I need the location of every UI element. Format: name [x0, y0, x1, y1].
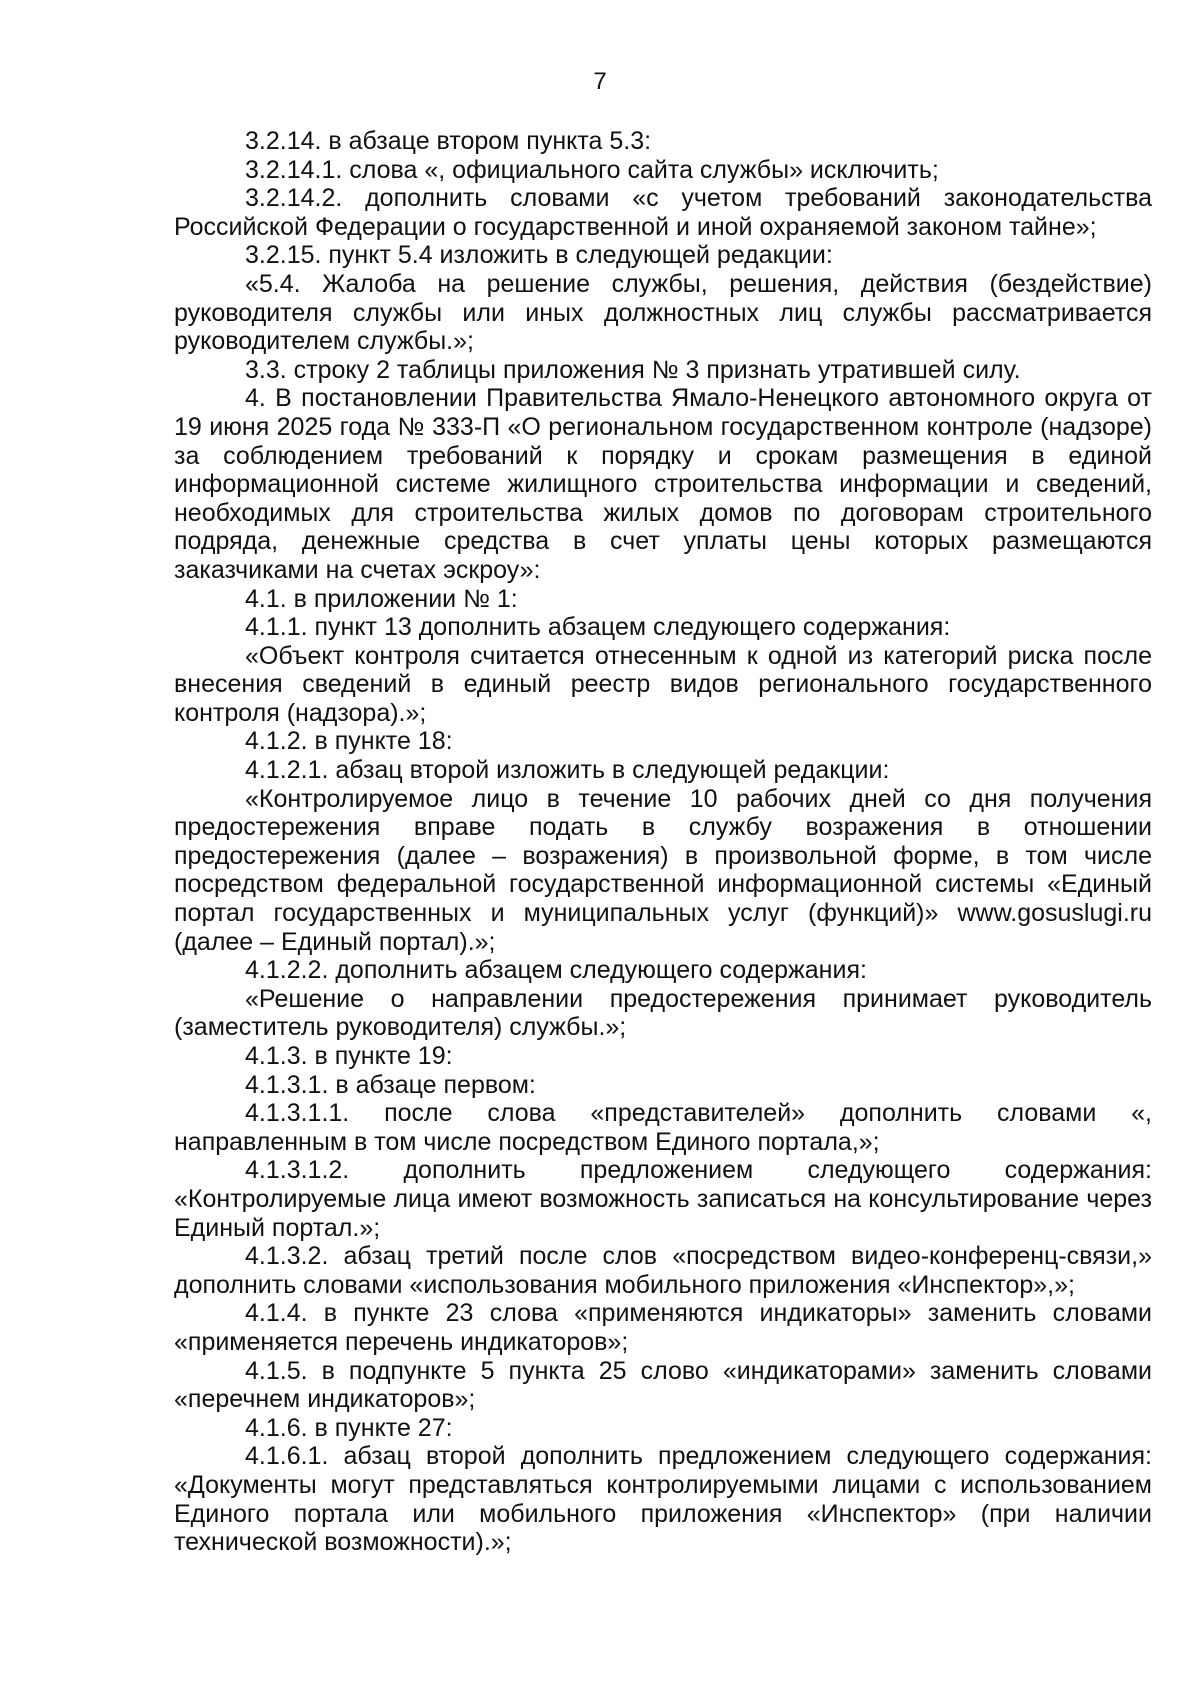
paragraph-4-1-5: 4.1.5. в подпункте 5 пункта 25 слово «индикаторами» заменить словами «перечнем индикаторов»; — [174, 1356, 1152, 1414]
paragraph-4-1-3-1: 4.1.3.1. в абзаце первом: — [245, 1070, 536, 1099]
paragraph-4-1: 4.1. в приложении № 1: — [245, 584, 518, 613]
paragraph-4-1-3-1-1: 4.1.3.1.1. после слова «представителей» дополнить словами «, направленным в том числе посредством Единого портала,»; — [174, 1099, 1152, 1156]
paragraph-4-1-6: 4.1.6. в пункте 27: — [245, 1413, 453, 1442]
paragraph-3-2-14-1: 3.2.14.1. слова «, официального сайта службы» исключить; — [245, 155, 939, 184]
paragraph-4: 4. В постановлении Правительства Ямало-Ненецкого автономного округа от 19 июня 2025 года № 333-П «О региональном государственном контроле (надзоре) за соблюдением требований к порядку и срокам размещения в единой информационной системе жилищного строительства информации и сведений, необходимых для строительства жилых домов по договорам строительного подряда, денежные средства в счет уплаты цены которых размещаются заказчиками на счетах эскроу»: — [174, 384, 1152, 584]
paragraph-4-1-3-2: 4.1.3.2. абзац третий после слов «посредством видео-конференц-связи,» дополнить словами «использования мобильного приложения «Инспектор»,»; — [174, 1242, 1152, 1299]
paragraph-quote-objections: «Контролируемое лицо в течение 10 рабочих дней со дня получения предостережения вправе подать в службу возражения в отношении предостережения (далее – возражения) в произвольной форме, в том числе посредством федеральной государственной информационной системы «Единый портал государственных и муниципальных услуг (функций)» www.gosuslugi.ru (далее – Единый портал).»; — [174, 784, 1152, 956]
paragraph-quote-5-4: «5.4. Жалоба на решение службы, решения, действия (бездействие) руководителя службы или иных должностных лиц службы рассматривается руководителем службы.»; — [174, 269, 1152, 356]
paragraph-4-1-1: 4.1.1. пункт 13 дополнить абзацем следующего содержания: — [245, 613, 951, 642]
paragraph-4-1-4: 4.1.4. в пункте 23 слова «применяются индикаторы» заменить словами «применяется перечень индикаторов»; — [174, 1299, 1152, 1356]
paragraph-4-1-2-1: 4.1.2.1. абзац второй изложить в следующей редакции: — [245, 756, 890, 785]
paragraph-4-1-2-2: 4.1.2.2. дополнить абзацем следующего содержания: — [245, 956, 867, 985]
paragraph-3-2-14: 3.2.14. в абзаце втором пункта 5.3: — [245, 127, 652, 155]
paragraph-3-2-14-2: 3.2.14.2. дополнить словами «с учетом требований законодательства Российской Федерации о государственной и иной охраняемой законом тайне»; — [174, 184, 1152, 241]
document-body — [174, 127, 1152, 1557]
paragraph-3-2-15: 3.2.15. пункт 5.4 изложить в следующей редакции: — [245, 241, 833, 270]
paragraph-3-3: 3.3. строку 2 таблицы приложения № 3 признать утратившей силу. — [245, 355, 1021, 384]
page-number: 7 — [593, 68, 607, 95]
paragraph-4-1-3-1-2: 4.1.3.1.2. дополнить предложением следующего содержания: «Контролируемые лица имеют возможность записаться на консультирование через Единый портал.»; — [174, 1156, 1152, 1242]
paragraph-quote-decision: «Решение о направлении предостережения принимает руководитель (заместитель руководителя) службы.»; — [174, 984, 1152, 1042]
paragraph-4-1-2: 4.1.2. в пункте 18: — [245, 727, 453, 756]
paragraph-4-1-3: 4.1.3. в пункте 19: — [245, 1042, 453, 1070]
paragraph-4-1-6-1: 4.1.6.1. абзац второй дополнить предложением следующего содержания: «Документы могут представляться контролируемыми лицами с использованием Единого портала или мобильного приложения «Инспектор» (при наличии технической возможности).»; — [174, 1442, 1152, 1557]
paragraph-quote-risk: «Объект контроля считается отнесенным к одной из категорий риска после внесения сведений в единый реестр видов регионального государственного контроля (надзора).»; — [174, 641, 1152, 727]
